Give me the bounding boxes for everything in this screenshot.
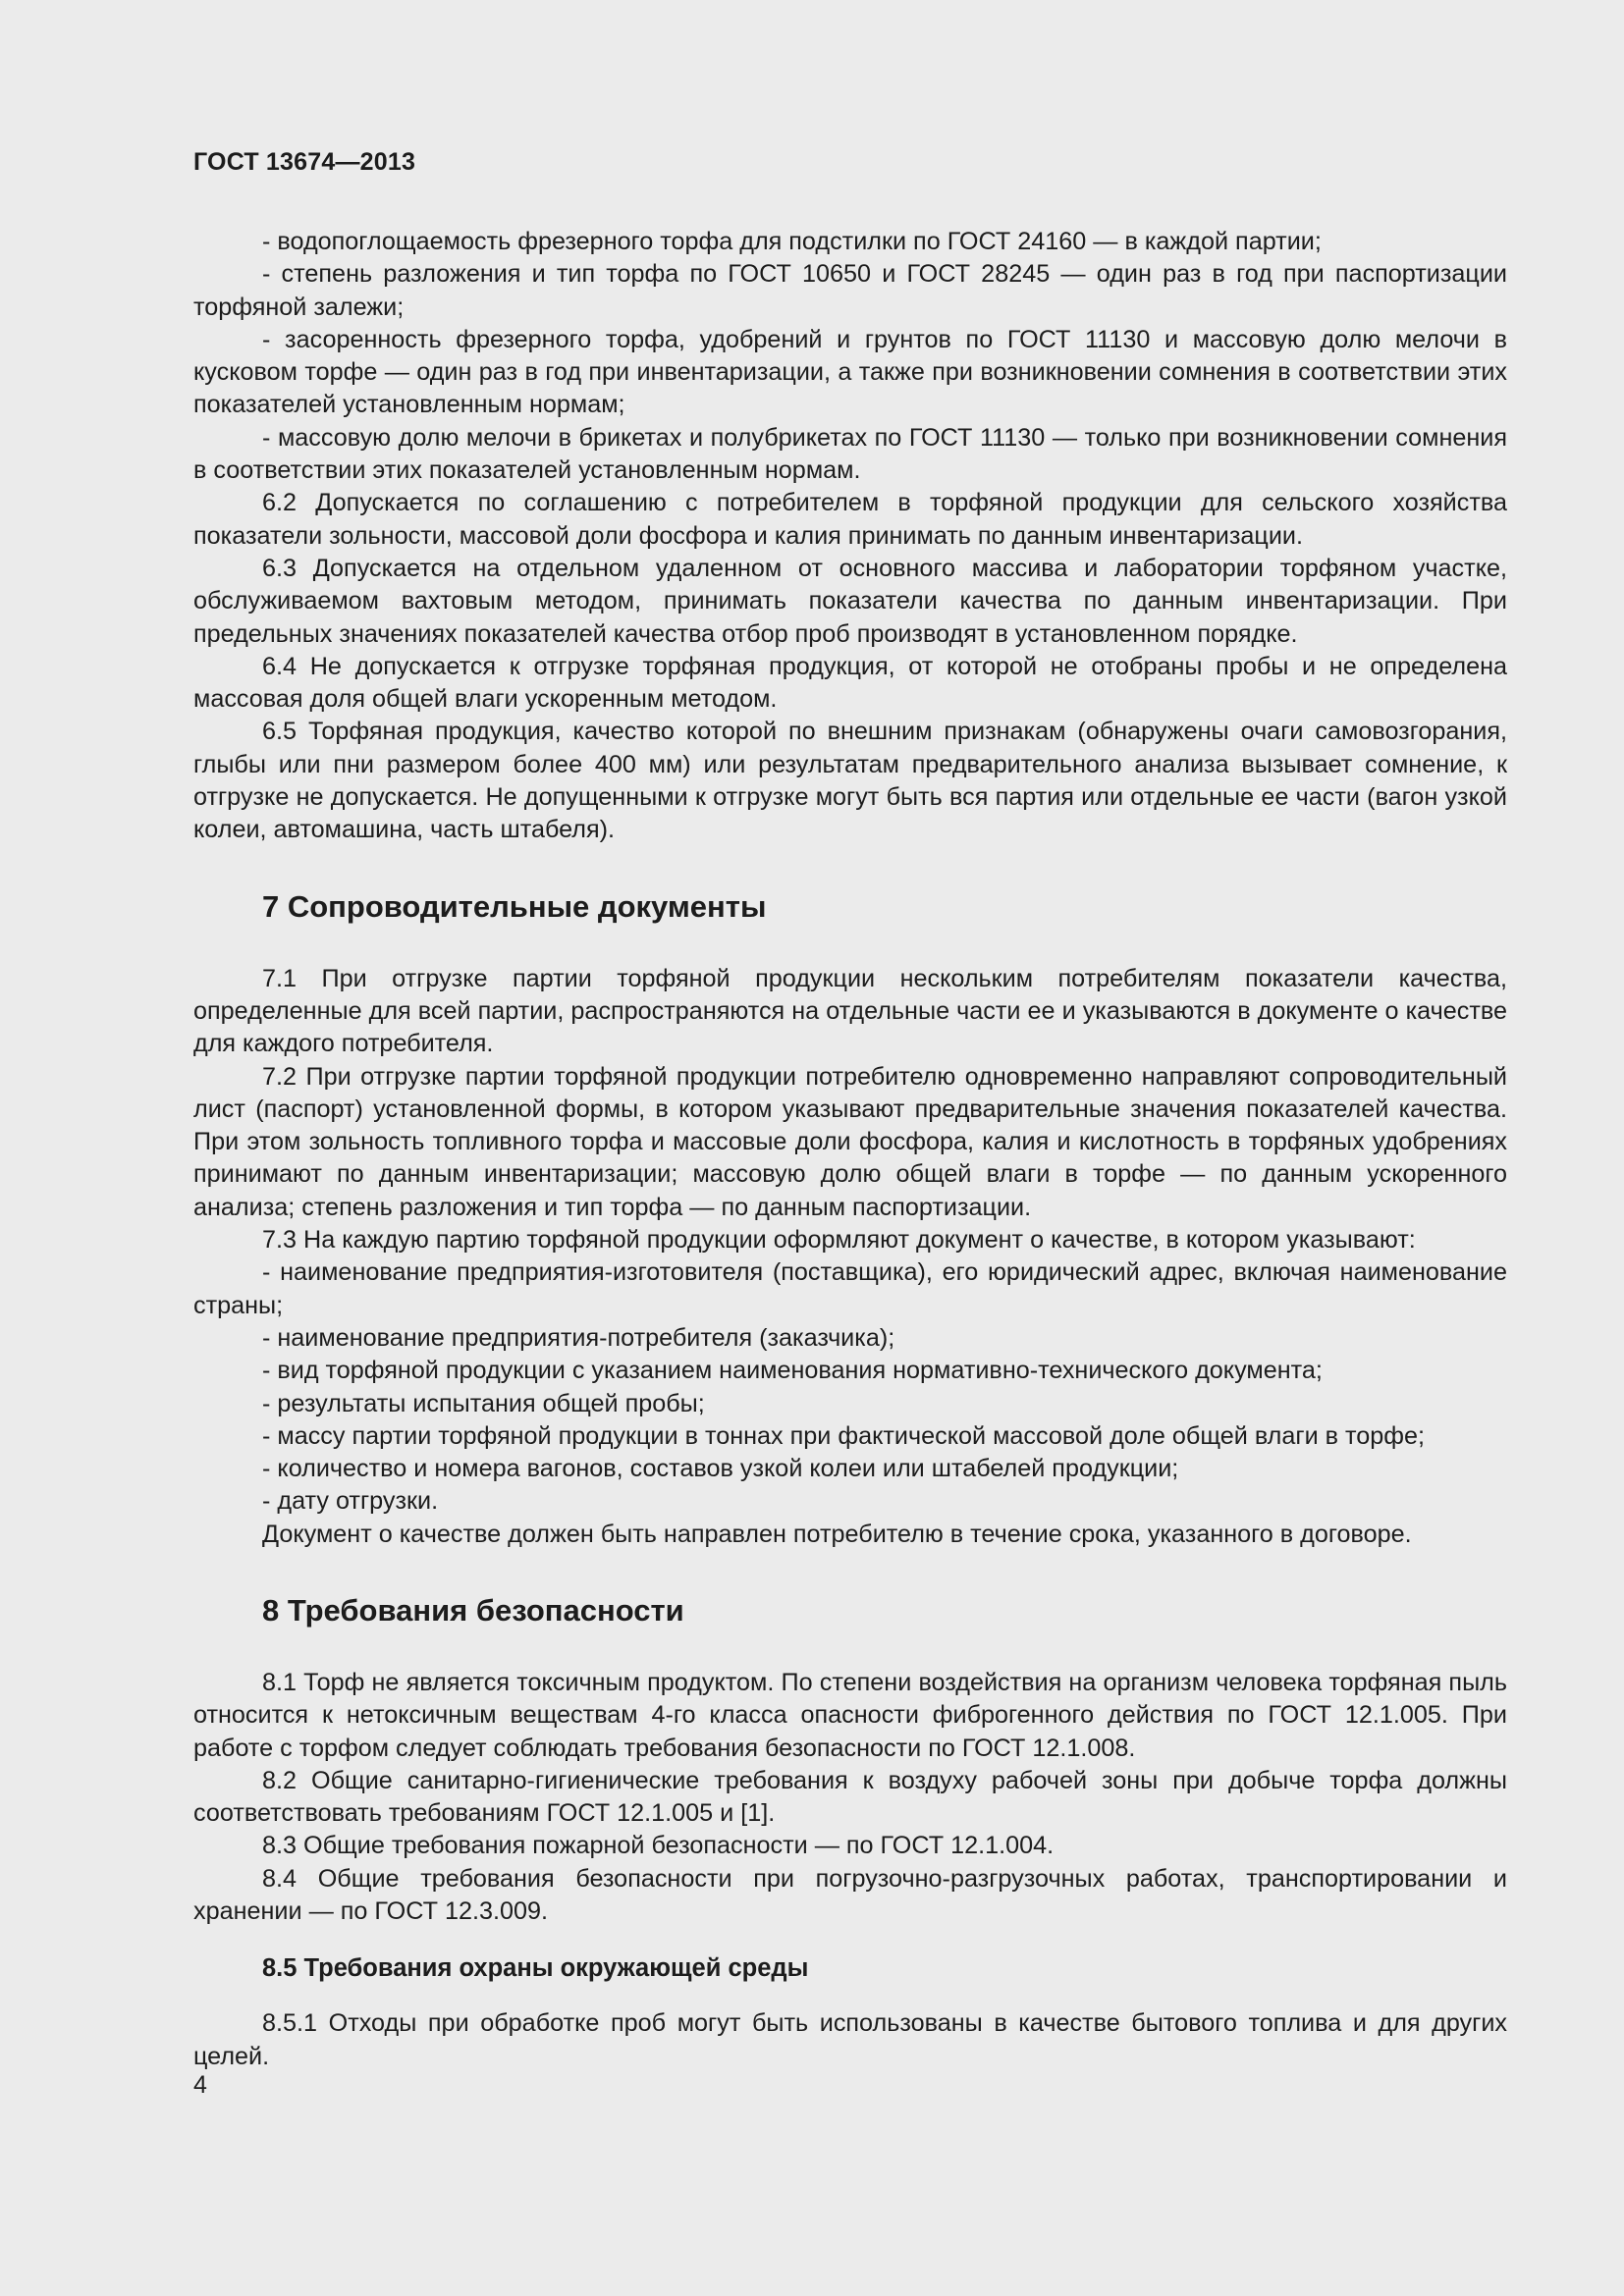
list-item: - вид торфяной продукции с указанием наименования нормативно-технического документа; [262, 1357, 1323, 1385]
paragraph: 6.3 Допускается на отдельном удаленном от основного массива и лаборатории торфяном участке, обслуживаемом вахтовым методом, принимать показатели качества по данным инвентаризации. При предельных значениях показателей качества отбор проб производят в установленном порядке. [193, 554, 1507, 648]
paragraph: 6.4 Не допускается к отгрузке торфяная продукция, от которой не отобраны пробы и не определена массовая доля общей влаги ускоренным методом. [193, 652, 1507, 714]
paragraph: - массовую долю мелочи в брикетах и полубрикетах по ГОСТ 11130 — только при возникновении сомнения в соответствии этих показателей установленным нормам. [193, 423, 1507, 485]
paragraph: - водопоглощаемость фрезерного торфа для подстилки по ГОСТ 24160 — в каждой партии; [262, 228, 1322, 255]
list-item: - дату отгрузки. [262, 1487, 439, 1516]
paragraph: 8.2 Общие санитарно-гигиенические требования к воздуху рабочей зоны при добыче торфа должны соответствовать требованиям ГОСТ 12.1.005 и [1]. [193, 1766, 1507, 1828]
paragraph: 8.5.1 Отходы при обработке проб могут быть использованы в качестве бытового топлива и для других целей. [193, 2009, 1507, 2070]
list-item: - наименование предприятия-потребителя (заказчика); [262, 1323, 895, 1352]
list-item: - результаты испытания общей пробы; [262, 1389, 705, 1417]
document-body [193, 226, 1507, 2073]
paragraph: - степень разложения и тип торфа по ГОСТ 10650 и ГОСТ 28245 — один раз в год при паспортизации торфяной залежи; [193, 260, 1507, 321]
list-item: - количество и номера вагонов, составов узкой колеи или штабелей продукции; [262, 1455, 1179, 1483]
section-8-heading: 8 Требования безопасности [262, 1592, 684, 1628]
paragraph: 6.2 Допускается по соглашению с потребителем в торфяной продукции для сельского хозяйства показатели зольности, массовой доли фосфора и калия принимать по данным инвентаризации. [193, 489, 1507, 550]
document-code-header: ГОСТ 13674—2013 [193, 148, 416, 176]
paragraph: 7.1 При отгрузке партии торфяной продукции нескольким потребителям показатели качества, определенные для всей партии, распространяются на отдельные части ее и указываются в документе о качестве для каждого потребителя. [193, 964, 1507, 1058]
paragraph: 8.1 Торф не является токсичным продуктом. По степени воздействия на организм человека торфяная пыль относится к нетоксичным веществам 4-го класса опасности фиброгенного действия по ГОСТ 12.1.005. При работе с торфом следует соблюдать требования безопасности по ГОСТ 12.1.008. [193, 1668, 1507, 1762]
paragraph: 7.2 При отгрузке партии торфяной продукции потребителю одновременно направляют сопроводительный лист (паспорт) установленной формы, в котором указывают предварительные значения показателей качества. При этом зольность топливного торфа и массовые доли фосфора, калия и кислотность в торфяных удобрениях принимают по данным инвентаризации; массовую долю общей влаги в торфе — по данным ускоренного анализа; степень разложения и тип торфа — по данным паспортизации. [193, 1062, 1507, 1221]
list-item: - массу партии торфяной продукции в тоннах при фактической массовой доле общей влаги в торфе; [262, 1421, 1426, 1450]
paragraph: 7.3 На каждую партию торфяной продукции оформляют документ о качестве, в котором указывают: [262, 1226, 1416, 1255]
paragraph: Документ о качестве должен быть направлен потребителю в течение срока, указанного в договоре. [262, 1520, 1412, 1548]
subsection-8-5-heading: 8.5 Требования охраны окружающей среды [262, 1954, 809, 1983]
paragraph: - засоренность фрезерного торфа, удобрений и грунтов по ГОСТ 11130 и массовую долю мелочи в кусковом торфе — один раз в год при инвентаризации, а также при возникновении сомнения в соответствии этих показателей установленным нормам; [193, 325, 1507, 419]
paragraph: 8.3 Общие требования пожарной безопасности — по ГОСТ 12.1.004. [262, 1832, 1055, 1860]
paragraph: 8.4 Общие требования безопасности при погрузочно-разгрузочных работах, транспортировании и хранении — по ГОСТ 12.3.009. [193, 1864, 1507, 1926]
paragraph: 6.5 Торфяная продукция, качество которой по внешним признакам (обнаружены очаги самовозгорания, глыбы или пни размером более 400 мм) или результатам предварительного анализа вызывает сомнение, к отгрузке не допускается. Не допущенными к отгрузке могут быть вся партия или отдельные ее части (вагон узкой колеи, автомашина, часть штабеля). [193, 718, 1507, 844]
page-number: 4 [193, 2071, 207, 2099]
section-7-heading: 7 Сопроводительные документы [262, 888, 767, 924]
list-item: - наименование предприятия-изготовителя (поставщика), его юридический адрес, включая наименование страны; [193, 1258, 1507, 1319]
